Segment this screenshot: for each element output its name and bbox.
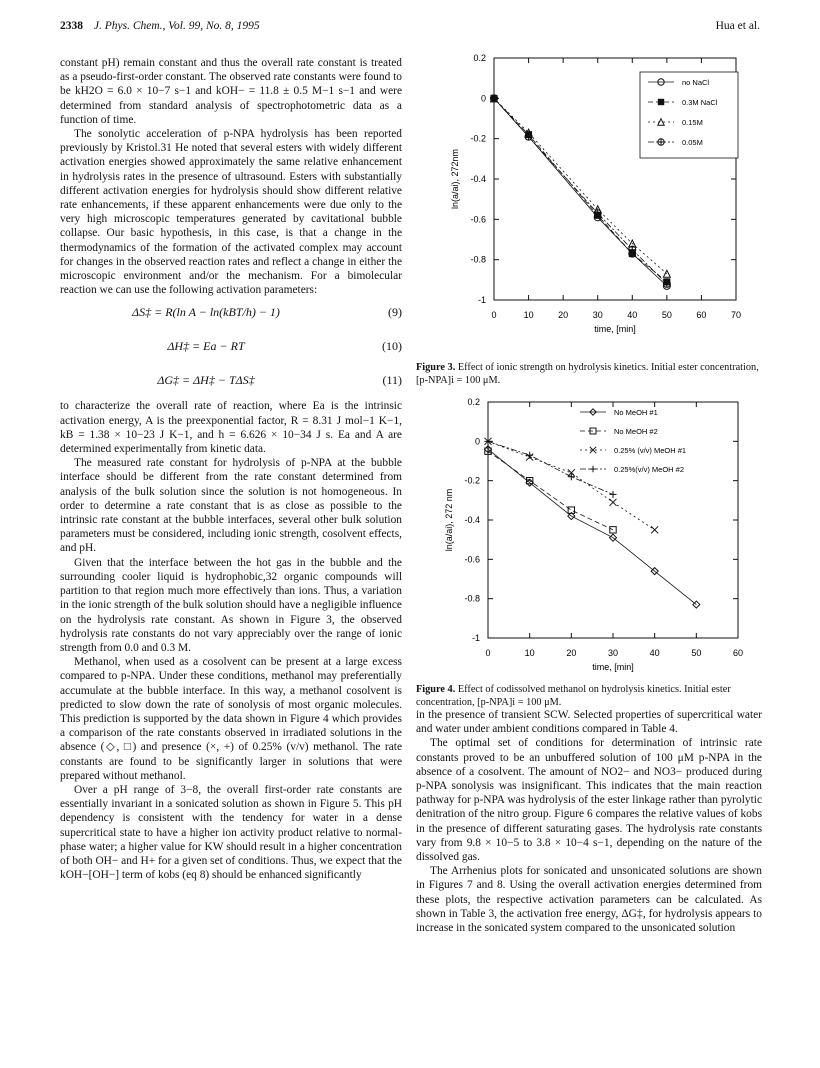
x-tick-label: 60 — [732, 648, 744, 658]
equation-formula: ΔS‡ = R(ln A − ln(kBT/h) − 1) — [132, 305, 280, 320]
plot-frame — [488, 402, 738, 638]
x-tick-label: 30 — [592, 310, 603, 320]
data-point — [610, 491, 617, 498]
y-tick-label: -0.6 — [470, 214, 486, 225]
y-tick-label: -1 — [477, 295, 486, 305]
paragraph: to characterize the overall rate of reaction, where Ea is the intrinsic activation energy, A is the preexponential factor, R = 8.31 J mol−1 K−1, kB = 1.38 × 10−23 J K−1, and h = 6.626 × 10−34 J s. Ea and A are determined experimentally from kinetic data. — [60, 400, 402, 456]
data-point — [590, 466, 596, 472]
paragraph: The measured rate constant for hydrolysis of p-NPA at the bubble interface should be different from the rate constant determined from analysis of the bulk solution since the solution is not homogeneous. In order to determine a rate constant that is as close as possible to the intrinsic rate constant at the bubble interfaces, several other bulk solution parameters must be considered, including ionic strength, cosolvent effects, and pH. — [60, 457, 402, 555]
legend-label: 0.05M — [682, 138, 703, 147]
equation-formula: ΔG‡ = ΔH‡ − TΔS‡ — [157, 373, 255, 388]
y-tick-label: -0.6 — [464, 554, 480, 565]
paragraph: The Arrhenius plots for sonicated and unsonicated solutions are shown in Figures 7 and 8. Using the overall activation energies determined from these plots, the respective activation parameters can be calculated. As shown in Table 3, the activation free energy, ΔG‡, for hydrolysis appears to increase in the sonicated system compared to the unsonicated solution — [416, 865, 762, 935]
equation-number: (10) — [382, 339, 402, 354]
paragraph: Given that the interface between the hot gas in the bubble and the surrounding cooler liquid is hydrophobic,32 organic compounds will partition to that region much more effectively than ions. Thus, a variation in the ionic strength of the bulk solution should have a negligible influence on the hydrolysis rate constant. As shown in Figure 3, the observed hydrolysis rate constants do not vary appreciably over the range of ionic strength from 0.0 and 0.3 M. — [60, 556, 402, 654]
y-tick-label: -0.2 — [464, 475, 480, 486]
x-tick-label: 40 — [627, 310, 638, 320]
journal-citation: J. Phys. Chem., Vol. 99, No. 8, 1995 — [93, 20, 260, 32]
y-tick-label: -0.8 — [464, 593, 480, 604]
y-tick-label: 0.2 — [473, 53, 486, 63]
data-point — [491, 95, 498, 102]
x-tick-label: 0 — [491, 310, 497, 320]
data-point — [658, 139, 664, 145]
paragraph: constant pH) remain constant and thus the overall rate constant is treated as a pseudo-first-order constant. The observed rate constants were found to be kH2O = 6.0 × 10−7 s−1 and kOH− = 11.8 ± 0.5 M−1 s−1 and were determined from standard analysis of spectrophotometric data as a function of time. — [60, 57, 402, 126]
right-column — [416, 708, 762, 935]
x-tick-label: 50 — [661, 310, 672, 320]
x-tick-label: 60 — [696, 310, 707, 320]
y-tick-label: -0.4 — [470, 174, 486, 184]
figure-4-caption — [416, 684, 762, 709]
legend-label: 0.25%(v/v) MeOH #2 — [614, 465, 685, 474]
y-tick-label: -1 — [471, 633, 480, 643]
legend-label: no NaCl — [682, 78, 710, 87]
legend-label: 0.25% (v/v) MeOH #1 — [614, 446, 687, 455]
data-point — [629, 246, 636, 253]
caption-label: Figure 4. — [416, 684, 456, 695]
data-point — [663, 280, 670, 287]
data-point — [594, 210, 601, 217]
paragraph: The optimal set of conditions for determination of intrinsic rate constants proved to be an unbuffered solution of 100 μM p-NPA in the absence of a cosolvent. The amount of NO2− and NO3− produced during p-NPA sonolysis was insignificant. This indicates that the main reaction pathway for p-NPA was hydrolysis of the ester linkage rather than pyrolytic denitration of the nitro group. Figure 6 compares the relative values of kobs in the presence of different saturating gases. The hydrolysis rate constants vary from 9.8 × 10−5 to 3.8 × 10−4 s−1, depending on the nature of the dissolved gas. — [416, 737, 762, 864]
y-axis-label: ln(a/ai), 272 nm — [444, 488, 454, 552]
x-tick-label: 0 — [485, 648, 491, 658]
figure-4-chart — [416, 392, 762, 674]
x-axis-label: time, [min] — [594, 324, 636, 334]
y-axis-label: ln(a/ai), 272nm — [450, 148, 460, 210]
x-tick-label: 40 — [649, 648, 660, 658]
equation-11 — [60, 365, 402, 399]
data-point — [651, 526, 658, 533]
caption-label: Figure 3. — [416, 362, 456, 373]
data-point — [610, 499, 617, 506]
page-number: 2338 — [60, 20, 83, 32]
x-tick-label: 70 — [730, 310, 742, 320]
x-axis-label: time, [min] — [592, 662, 634, 672]
equation-number: (11) — [382, 373, 402, 388]
running-authors: Hua et al. — [715, 20, 760, 32]
y-tick-label: -0.8 — [470, 254, 486, 265]
legend-label: 0.15M — [682, 118, 703, 127]
legend-label: 0.3M NaCl — [682, 98, 718, 107]
y-tick-label: 0 — [474, 436, 480, 447]
paragraph: The sonolytic acceleration of p-NPA hydrolysis has been reported previously by Kristol.31 He noted that several esters with widely different activation energies showed approximately the same relative enhancement in hydrolysis rates in the presence of ultrasound. Esters with substantially different activation energies for hydrolysis should show different relative rate enhancements, if these apparent enhancements were due only to the very high microscopic temperatures generated by cavitational bubble collapse. Our basic hypothesis, in this case, is that a change in the thermodynamics of the formation of the activated complex may account for changes in the observed reaction rates and reflect a change in either the microscopic environment and/or the mechanism. For a bimolecular reaction we can use the following activation parameters: — [60, 128, 402, 297]
paragraph: Methanol, when used as a cosolvent can be present at a large excess compared to p-NPA. Under these conditions, methanol may preferentially accumulate at the bubble interface. In this way, a methanol cosolvent is predicted to slow down the rate of sonolysis of most organic molecules. This prediction is supported by the data shown in Figure 4 which provides a comparison of the rate constants observed in irradiated solutions in the absence (◇, □) and presence (×, +) of 0.25% (v/v) methanol. The rate constants are found to be significantly larger in solutions that were prepared without methanol. — [60, 656, 402, 782]
y-tick-label: -0.4 — [464, 515, 480, 525]
x-tick-label: 50 — [691, 648, 702, 658]
data-point — [658, 99, 664, 105]
x-tick-label: 10 — [524, 648, 535, 658]
paragraph: in the presence of transient SCW. Selected properties of supercritical water and water under ambient conditions compared in Table 4. — [416, 709, 762, 736]
caption-text: Effect of codissolved methanol on hydrolysis kinetics. Initial ester concentration, [p-NPA]i = 100 μM. — [416, 684, 731, 708]
equation-9 — [60, 297, 402, 331]
y-tick-label: -0.2 — [470, 133, 486, 144]
paragraph: Over a pH range of 3−8, the overall first-order rate constants are essentially invariant in a sonicated solution as shown in Figure 5. This pH dependency is consistent with the tendency for water in a dense supercritical state to have a higher ion activity product relative to normal-phase water; a higher value for KW should result in a higher concentration of both OH− and H+ for a given set of conditions. Thus, we expect that the kOH−[OH−] term of kobs (eq 8) should be enhanced significantly — [60, 783, 402, 882]
data-point — [526, 452, 533, 459]
left-column — [60, 56, 402, 882]
figure-3-caption — [416, 362, 762, 387]
x-tick-label: 30 — [607, 648, 619, 658]
figure-3-chart — [416, 48, 762, 348]
x-tick-label: 20 — [558, 310, 569, 320]
series-line — [488, 451, 613, 530]
equation-formula: ΔH‡ = Ea − RT — [167, 339, 245, 354]
equation-10 — [60, 331, 402, 365]
y-tick-label: 0 — [480, 93, 486, 104]
x-tick-label: 20 — [566, 648, 577, 658]
running-header — [60, 20, 760, 38]
caption-text: Effect of ionic strength on hydrolysis kinetics. Initial ester concentration, [p-NPA]i = 100 μM. — [416, 362, 759, 386]
data-point — [663, 270, 670, 277]
equation-number: (9) — [388, 305, 402, 320]
x-tick-label: 10 — [523, 310, 534, 320]
legend-label: No MeOH #1 — [614, 408, 658, 417]
legend-label: No MeOH #2 — [614, 427, 658, 436]
data-point — [525, 133, 532, 140]
y-tick-label: 0.2 — [467, 397, 480, 407]
